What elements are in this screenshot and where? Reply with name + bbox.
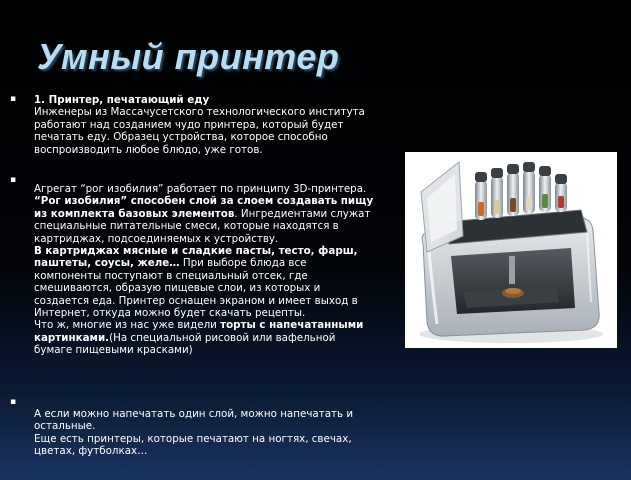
section-text: Инженеры из Массачусетского технологического института работают над созданием чудо принтера, который будет печатать еду. Образец устройства, которое способно воспроизводить любое блюдо, уже готов. [34, 106, 365, 156]
printer-illustration [405, 152, 617, 348]
bullet-marker: ▪ [10, 94, 17, 104]
emphasis-text: В картриджах мясные и сладкие пасты, тесто, фарш, паштеты, соусы, желе… [34, 245, 358, 270]
bullet-marker: ▪ [10, 397, 17, 407]
emphasis-text: “Рог изобилия” способен слой за слоем создавать пищу из комплекта базовых элементов [34, 195, 374, 220]
slide-title: Умный принтер [37, 36, 340, 77]
bullet-marker: ▪ [10, 175, 17, 185]
paragraph-text: При выборе блюда все компоненты поступают в специальный отсек, где смешиваются, образую пищевые слои, из которых и создается еда. Принтер оснащен экраном и имеет выход в Интернет, откуда можно будет скачать рецепты. [34, 257, 358, 320]
section-heading: 1. Принтер, печатающий еду [34, 94, 210, 106]
paragraph-text: Еще есть принтеры, которые печатают на ногтях, свечах, цветах, футболках… [34, 432, 352, 458]
section-other-printers [34, 408, 374, 458]
cartridges [475, 162, 567, 220]
paragraph-text: Что ж, многие из нас уже видели [34, 319, 221, 332]
paragraph-text: А если можно напечатать один слой, можно напечатать и остальные. [34, 408, 354, 433]
section-food-printer [34, 94, 374, 156]
section-cornucopia [34, 183, 374, 357]
paragraph-text: . Ингредиентами служат специальные питательные смеси, которые находятся в картриджах, подсоединяемых к устройству. [34, 207, 371, 245]
paragraph-text: Агрегат “рог изобилия” работает по принципу 3D-принтера. [34, 183, 367, 195]
paragraph-text: (На специальной рисовой или вафельной бумаге пищевыми красками) [34, 331, 336, 357]
food-printer-image [405, 152, 617, 348]
emphasis-text: торты с напечатанными картинками. [34, 319, 364, 344]
